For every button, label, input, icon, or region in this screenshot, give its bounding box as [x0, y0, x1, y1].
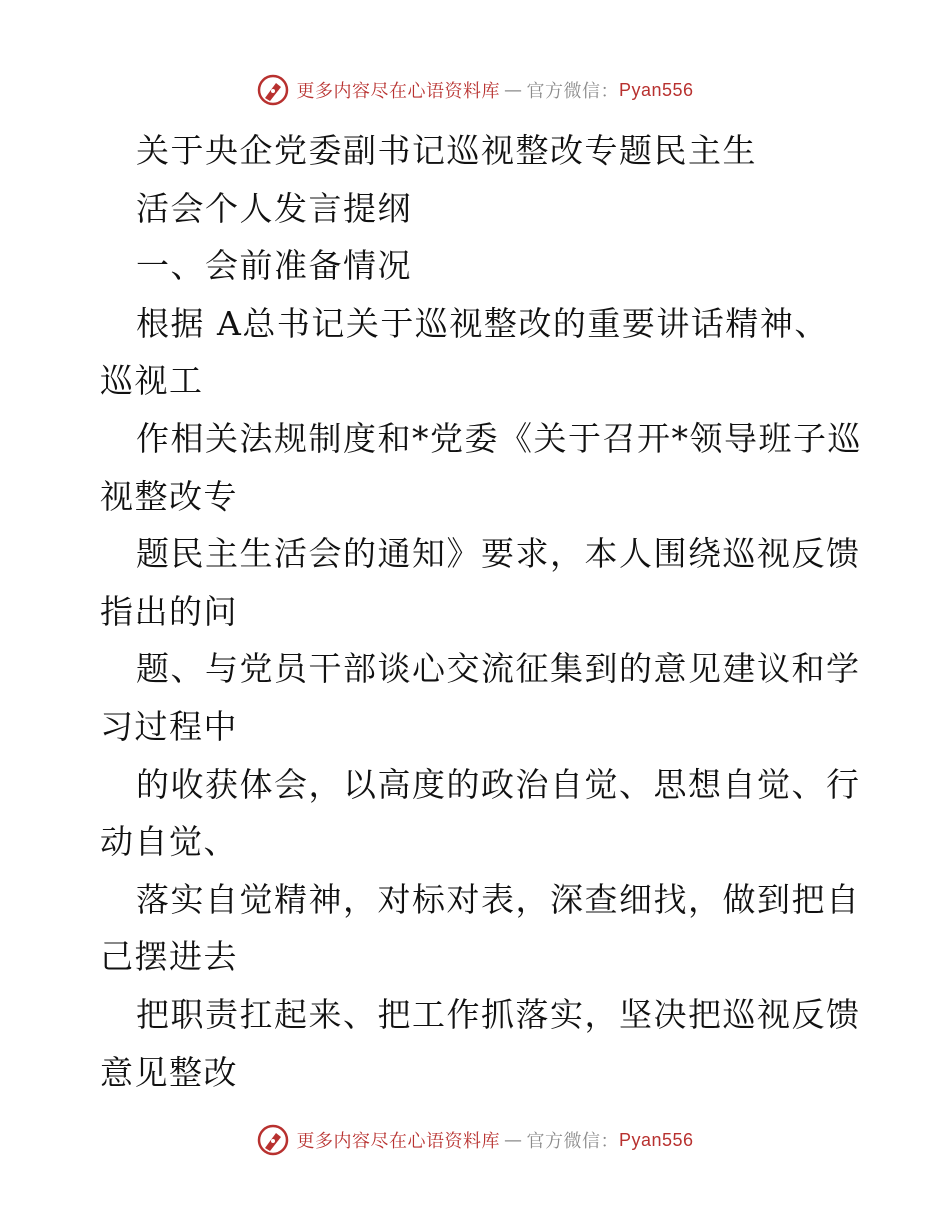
doc-title-line-2: 活会个人发言提纲 — [136, 188, 412, 228]
paragraph-line: 己摆进去 — [100, 937, 238, 977]
document-body — [100, 122, 860, 1101]
header-wechat-label: 官方微信： — [526, 81, 619, 102]
header-banner — [0, 70, 950, 110]
paragraph-line: 意见整改 — [100, 1052, 238, 1092]
section-heading: 一、会前准备情况 — [136, 246, 412, 286]
paragraph-line: 巡视工 — [100, 361, 204, 401]
pen-nib-logo-icon — [256, 73, 290, 107]
pen-nib-logo-icon — [256, 1123, 290, 1157]
paragraph-line: 动自觉、 — [100, 822, 238, 862]
footer-banner — [0, 1120, 950, 1160]
header-wechat-id: Pyan556 — [618, 79, 694, 100]
footer-wechat-id: Pyan556 — [618, 1129, 694, 1150]
paragraph-line: 把职责扛起来、把工作抓落实，坚决把巡视反馈 — [136, 994, 861, 1034]
footer-separator: — — [503, 1129, 523, 1151]
paragraph-line: 落实自觉精神，对标对表，深查细找，做到把自 — [136, 879, 861, 919]
paragraph-line: 视整改专 — [100, 476, 238, 516]
paragraph-line: 根据 A总书记关于巡视整改的重要讲话精神、 — [136, 303, 829, 343]
paragraph-line: 指出的问 — [100, 591, 238, 631]
header-separator: — — [503, 79, 523, 101]
footer-wechat-label: 官方微信： — [526, 1131, 619, 1152]
doc-title-line-1: 关于央企党委副书记巡视整改专题民主生 — [136, 131, 757, 170]
footer-promo-text: 更多内容尽在心语资料库 — [296, 1131, 500, 1152]
paragraph-line: 题、与党员干部谈心交流征集到的意见建议和学 — [136, 649, 861, 689]
paragraph-line: 题民主生活会的通知》要求，本人围绕巡视反馈 — [136, 534, 861, 574]
header-promo-text: 更多内容尽在心语资料库 — [296, 81, 500, 102]
paragraph-line: 作相关法规制度和*党委《关于召开*领导班子巡 — [136, 418, 862, 458]
paragraph-line: 的收获体会，以高度的政治自觉、思想自觉、行 — [136, 764, 861, 804]
paragraph-line: 习过程中 — [100, 706, 238, 746]
